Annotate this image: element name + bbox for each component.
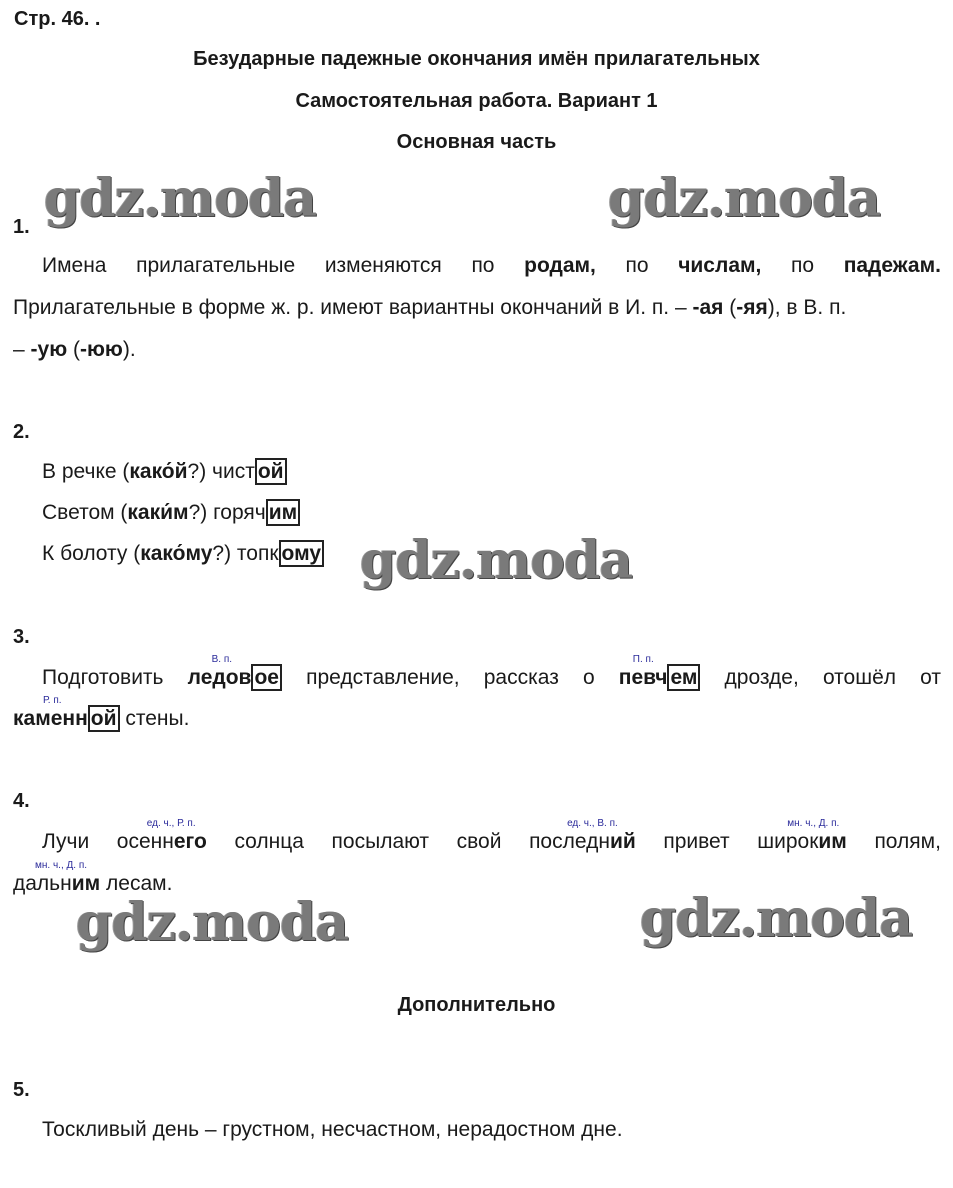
text: ?) горяч: [188, 501, 266, 524]
text: стены.: [119, 707, 190, 730]
word: привет: [663, 830, 730, 853]
task5-text: Тоскливый день – грустном, несчастном, нерадостном дне.: [42, 1118, 623, 1141]
text: К болоту (: [42, 542, 141, 565]
word: от: [920, 666, 941, 689]
text: ).: [122, 338, 136, 361]
task1-line3: [13, 338, 136, 362]
word: полям,: [874, 830, 941, 853]
question-word: каки́м: [127, 501, 189, 524]
word: представление,: [306, 666, 460, 689]
ending: -ую: [30, 338, 68, 361]
word: Лучи: [42, 830, 90, 853]
ending: ий: [609, 830, 636, 853]
word-stem: каменн: [13, 707, 88, 730]
annotated-word: [116, 818, 207, 854]
word: родам,: [524, 254, 596, 277]
question-word: како́й: [129, 460, 188, 483]
text: ), в В. п.: [767, 296, 847, 319]
word: по: [791, 254, 815, 277]
word: отошёл: [822, 666, 897, 689]
highlighted-ending: им: [266, 499, 300, 526]
word: по: [471, 254, 495, 277]
watermark-logo: gdz.moda: [44, 168, 317, 229]
task2-row2: [42, 501, 300, 525]
text: Светом (: [42, 501, 128, 524]
section-main-heading: Основная часть: [396, 131, 557, 153]
word: посылают: [331, 830, 430, 853]
question-word: како́му: [140, 542, 213, 565]
case-note: В. п.: [211, 654, 233, 665]
task3-line2: [13, 695, 190, 731]
annotated-word: [13, 695, 120, 731]
task1-line1: [42, 254, 941, 278]
section-extra-heading: Дополнительно: [397, 994, 556, 1016]
task-number: 1.: [13, 216, 30, 238]
number-case-note: ед. ч., Р. п.: [146, 818, 196, 829]
task-number: 4.: [13, 790, 30, 812]
word: Подготовить: [42, 666, 164, 689]
ending: -яя: [736, 296, 768, 319]
task-number: 2.: [13, 421, 30, 443]
text: –: [13, 338, 31, 361]
highlighted-ending: ое: [251, 664, 282, 691]
word-stem: последн: [529, 830, 610, 853]
watermark-logo: gdz.moda: [360, 530, 633, 591]
annotated-word: [618, 654, 701, 690]
document-subtitle: Самостоятельная работа. Вариант 1: [295, 90, 658, 112]
word: числам,: [678, 254, 762, 277]
highlighted-ending: ому: [279, 540, 325, 567]
text: (: [723, 296, 737, 319]
word-stem: широк: [757, 830, 819, 853]
word-stem: осенн: [116, 830, 174, 853]
highlighted-ending: ем: [667, 664, 700, 691]
document-title: Безударные падежные окончания имён прилагательных: [193, 48, 760, 70]
ending: -юю: [79, 338, 123, 361]
task2-row1: [42, 460, 287, 484]
number-case-note: мн. ч., Д. п.: [787, 818, 840, 829]
task-number: 5.: [13, 1079, 30, 1101]
case-note: Р. п.: [43, 695, 62, 706]
highlighted-ending: ой: [88, 705, 120, 732]
task-number: 3.: [13, 626, 30, 648]
annotated-word: [529, 818, 636, 854]
ending: им: [71, 872, 101, 895]
word: рассказ: [483, 666, 559, 689]
watermark-logo: gdz.moda: [640, 888, 913, 949]
ending: -ая: [692, 296, 724, 319]
task2-row3: [42, 542, 324, 566]
text: (: [67, 338, 80, 361]
text: Прилагательные в форме ж. р. имеют вариантны окончаний в И. п. –: [13, 296, 693, 319]
annotated-word: [13, 860, 101, 896]
ending: его: [173, 830, 207, 853]
task4-line1: [42, 818, 941, 854]
annotated-word: [187, 654, 282, 690]
word: солнца: [234, 830, 304, 853]
task4-line2: [13, 860, 173, 896]
text: ?) чист: [187, 460, 255, 483]
word: прилагательные: [136, 254, 296, 277]
word: о: [582, 666, 595, 689]
watermark-logo: gdz.moda: [608, 168, 881, 229]
word-stem: ледов: [187, 666, 252, 689]
watermark-logo: gdz.moda: [76, 892, 349, 953]
page-number: Стр. 46. .: [14, 8, 101, 30]
task3-line1: [42, 654, 941, 690]
case-note: П. п.: [632, 654, 654, 665]
highlighted-ending: ой: [255, 458, 287, 485]
word: падежам.: [843, 254, 941, 277]
text: лесам.: [100, 872, 173, 895]
word: по: [625, 254, 649, 277]
task1-line2: [13, 296, 846, 320]
word: свой: [456, 830, 502, 853]
word: изменяются: [324, 254, 442, 277]
number-case-note: ед. ч., В. п.: [567, 818, 618, 829]
word-stem: певч: [618, 666, 668, 689]
word: дрозде,: [724, 666, 799, 689]
word: Имена: [42, 254, 107, 277]
number-case-note: мн. ч., Д. п.: [35, 860, 88, 871]
word-stem: дальн: [13, 872, 72, 895]
text: ?) топк: [212, 542, 279, 565]
text: В речке (: [42, 460, 130, 483]
ending: им: [818, 830, 847, 853]
annotated-word: [757, 818, 847, 854]
